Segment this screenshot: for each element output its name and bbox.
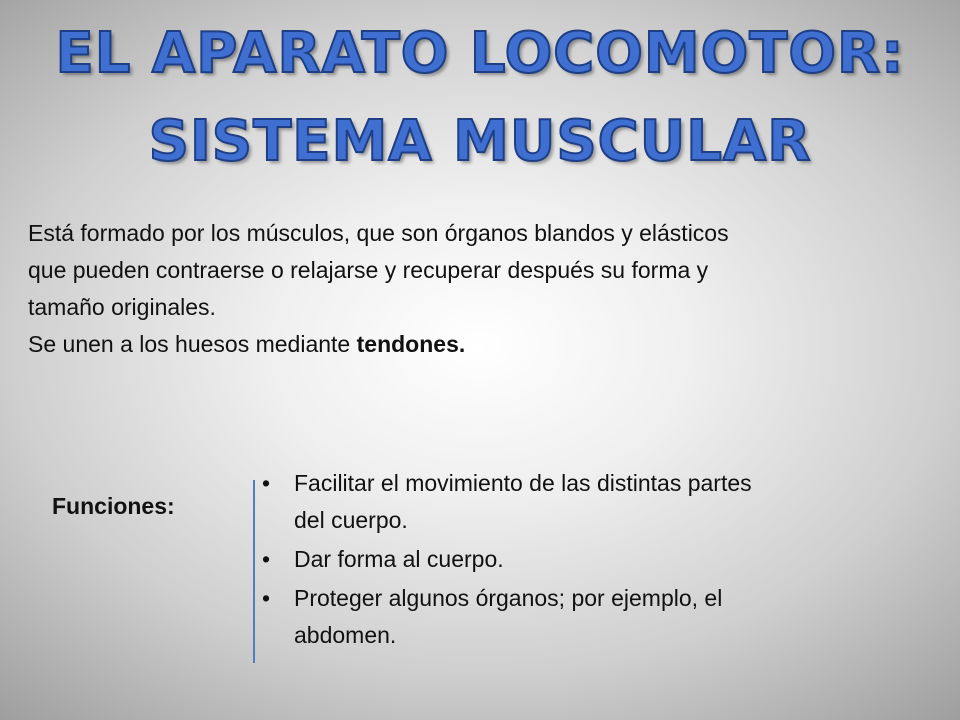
intro-line-2: que pueden contraerse o relajarse y recuperar después su forma y — [28, 257, 709, 283]
tendones-term: tendones. — [356, 331, 466, 357]
list-item — [262, 541, 902, 578]
bullet-icon: • — [262, 546, 271, 572]
intro-line-4 — [28, 326, 928, 363]
list-item-line-2: del cuerpo. — [294, 507, 408, 533]
bullet-icon: • — [262, 585, 271, 611]
intro-line-3: tamaño originales. — [28, 294, 216, 320]
intro-line-4-text: Se unen a los huesos mediante — [28, 331, 357, 357]
list-item-line-2: abdomen. — [294, 622, 397, 648]
intro-paragraph — [28, 215, 928, 363]
intro-line-1: Está formado por los músculos, que son órganos blandos y elásticos — [28, 220, 729, 246]
slide-title-line-1: EL APARATO LOCOMOTOR: — [55, 21, 905, 86]
slide-title — [0, 10, 960, 186]
slide-title-line-2: SISTEMA MUSCULAR — [148, 109, 812, 174]
funciones-label: Funciones: — [52, 493, 175, 519]
list-item — [262, 580, 902, 654]
list-item-line-1: Proteger algunos órganos; por ejemplo, el — [294, 585, 723, 611]
funciones-list — [262, 465, 902, 656]
list-item — [262, 465, 902, 539]
list-item-line-1: Facilitar el movimiento de las distintas partes — [294, 470, 752, 496]
vertical-divider — [253, 480, 255, 663]
list-item-line-1: Dar forma al cuerpo. — [294, 546, 504, 572]
bullet-icon: • — [262, 470, 271, 496]
